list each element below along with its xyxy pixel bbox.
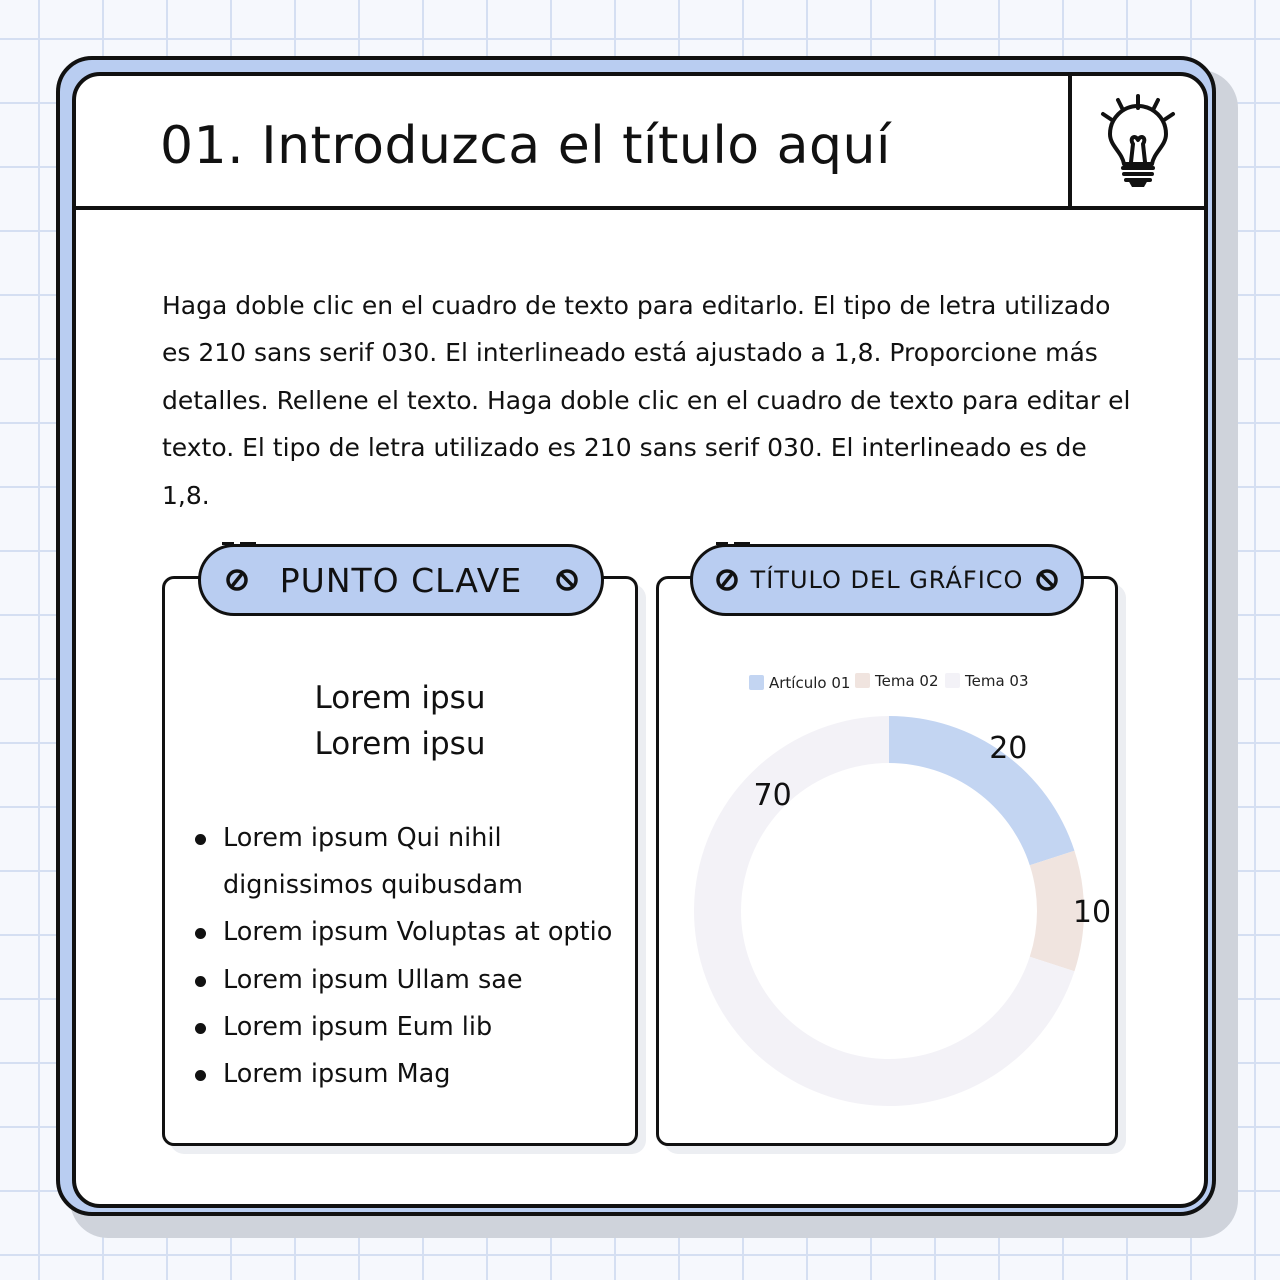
donut-value-label-1: 20 xyxy=(989,730,1028,766)
legend-item-1[interactable] xyxy=(749,674,850,692)
donut-chart xyxy=(659,579,1115,1143)
key-point-label: PUNTO CLAVE xyxy=(279,560,523,600)
key-point-list xyxy=(195,815,625,1098)
key-point-panel xyxy=(162,576,638,1146)
donut-slice-1[interactable] xyxy=(889,716,1074,865)
slash-circle-icon xyxy=(225,568,249,592)
list-item[interactable]: Lorem ipsum Ullam sae xyxy=(195,957,625,1004)
donut-value-label-3: 70 xyxy=(753,778,792,814)
page-title[interactable]: 01. Introduzca el título aquí xyxy=(160,116,891,176)
key-point-heading-line2: Lorem ipsu xyxy=(314,726,486,762)
slash-circle-icon xyxy=(1035,568,1059,592)
legend-swatch xyxy=(855,673,870,688)
chart-panel xyxy=(656,576,1118,1146)
legend-swatch xyxy=(749,675,764,690)
donut-value-label-2: 10 xyxy=(1072,895,1112,930)
list-item[interactable]: Lorem ipsum Voluptas at optio xyxy=(195,909,625,956)
legend-swatch xyxy=(945,673,960,688)
title-bar xyxy=(76,76,1204,210)
legend-item-3[interactable] xyxy=(945,672,1029,690)
slash-circle-icon xyxy=(715,568,739,592)
legend-label: Tema 03 xyxy=(965,672,1029,690)
list-item[interactable]: Lorem ipsum Eum lib xyxy=(195,1004,625,1051)
content-card xyxy=(72,72,1208,1208)
legend-label: Tema 02 xyxy=(875,672,939,690)
intro-text[interactable]: Haga doble clic en el cuadro de texto para editarlo. El tipo de letra utilizado es 210 sans serif 030. El interlineado está ajustado a 1,8. Proporcione más detalles. Rellene el texto. Haga doble clic en el cuadro de texto para editar el texto. El tipo de letra utilizado es 210 sans serif 030. El interlineado es de 1,8. xyxy=(162,291,1131,510)
key-point-tab[interactable] xyxy=(198,544,604,616)
legend-label: Artículo 01 xyxy=(769,674,851,692)
legend-item-2[interactable] xyxy=(855,672,939,690)
chart-title-label: TÍTULO DEL GRÁFICO xyxy=(750,566,1024,594)
slash-circle-icon xyxy=(555,568,579,592)
list-item[interactable]: Lorem ipsum Mag xyxy=(195,1051,625,1098)
icon-cell xyxy=(1068,76,1204,206)
chart-title-tab[interactable] xyxy=(690,544,1084,616)
list-item[interactable]: Lorem ipsum Qui nihil dignissimos quibusdam xyxy=(195,815,625,909)
lightbulb-icon xyxy=(1098,90,1178,190)
key-point-heading-line1: Lorem ipsu xyxy=(314,680,486,716)
